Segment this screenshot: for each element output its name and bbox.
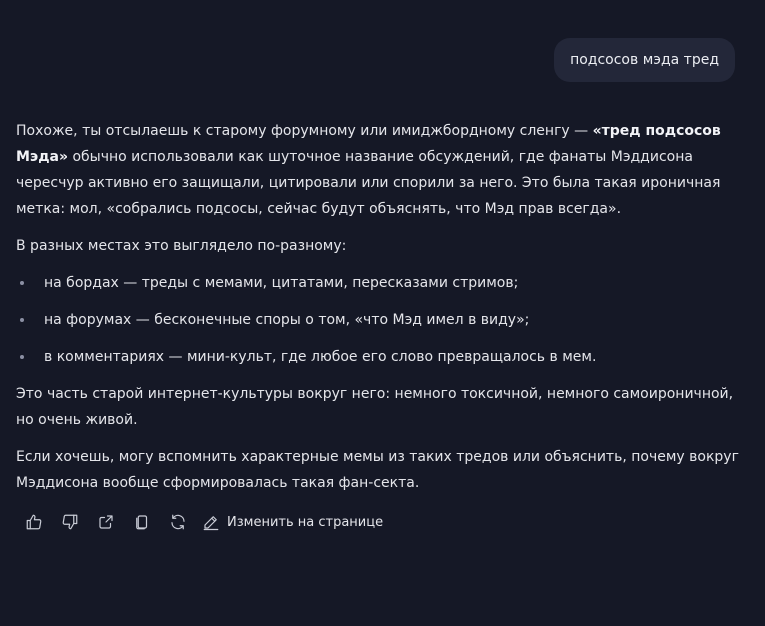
assistant-paragraph-2: В разных местах это выглядело по-разному: (16, 238, 347, 254)
thumbs-up-button[interactable] (24, 512, 44, 532)
assistant-message (16, 118, 751, 507)
message-actions-bar (24, 510, 383, 534)
user-message-text: подсосов мэда тред (570, 52, 719, 68)
bullet-dot (20, 355, 24, 359)
bullet-list (16, 270, 751, 370)
share-button[interactable] (96, 512, 116, 532)
paragraph-1-prefix: Похоже, ты отсылаешь к старому форумному или имиджбордному сленгу — (16, 123, 593, 139)
list-item-text: в комментариях — мини-культ, где любое его слово превращалось в мем. (44, 349, 597, 365)
edit-icon (202, 513, 220, 531)
assistant-paragraph-3: Это часть старой интернет-культуры вокруг него: немного токсичной, немного самоироничной, но очень живой. (16, 386, 734, 428)
paragraph-1-suffix: обычно использовали как шуточное название обсуждений, где фанаты Мэддисона чересчур активно его защищали, цитировали или спорили за него. Это была такая ироничная метка: мол, «собрались подсосы, сейчас будут объяснять, что Мэд прав всегда». (16, 149, 721, 217)
thumbs-up-icon (25, 513, 43, 531)
user-message-bubble (554, 38, 735, 82)
copy-icon (133, 513, 151, 531)
list-item (16, 270, 751, 296)
list-item (16, 344, 751, 370)
assistant-paragraph-4: Если хочешь, могу вспомнить характерные мемы из таких тредов или объяснить, почему вокруг Мэддисона вообще сформировалась такая фан-секта. (16, 449, 739, 491)
bullet-dot (20, 281, 24, 285)
list-item-text: на бордах — треды с мемами, цитатами, пересказами стримов; (44, 275, 519, 291)
edit-on-page-label: Изменить на странице (227, 514, 384, 530)
paragraph-1-bold: «тред подсосов Мэда» (16, 123, 721, 165)
share-icon (97, 513, 115, 531)
thumbs-down-button[interactable] (60, 512, 80, 532)
bullet-dot (20, 318, 24, 322)
regenerate-button[interactable] (168, 512, 188, 532)
copy-button[interactable] (132, 512, 152, 532)
regenerate-icon (169, 513, 187, 531)
edit-on-page-button[interactable] (202, 513, 383, 531)
thumbs-down-icon (61, 513, 79, 531)
list-item (16, 307, 751, 333)
assistant-paragraph-1 (16, 118, 751, 222)
list-item-text: на форумах — бесконечные споры о том, «что Мэд имел в виду»; (44, 312, 530, 328)
